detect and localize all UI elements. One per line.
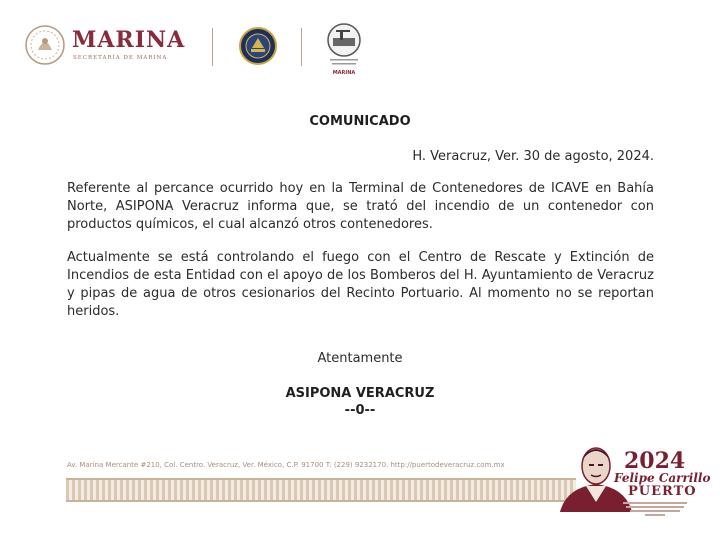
document-title: COMUNICADO <box>309 114 411 129</box>
closing-line: Atentamente <box>317 351 403 366</box>
national-seal-icon <box>24 24 66 66</box>
divider <box>301 28 302 66</box>
signer-name: ASIPONA VERACRUZ <box>285 386 435 401</box>
brand-title: MARINA <box>72 27 186 53</box>
port-authority-emblem-icon <box>324 22 364 78</box>
date-line: H. Veracruz, Ver. 30 de agosto, 2024. <box>412 149 654 164</box>
footer-fine-print <box>620 500 690 518</box>
body-paragraph-1: Referente al percance ocurrido hoy en la Terminal de Contenedores de ICAVE en Bahía Norte, ASIPONA Veracruz informa que, se trató del incendio de un contenedor con productos químicos, el cual alcanzó otros contenedores. <box>67 181 654 232</box>
decorative-band <box>66 478 576 502</box>
footer-year: 2024 <box>624 448 686 474</box>
letterhead <box>24 22 424 78</box>
divider <box>212 28 213 66</box>
footer-puerto: PUERTO <box>628 484 697 499</box>
body-paragraph-2: Actualmente se está controlando el fuego con el Centro de Rescate y Extinción de Incendios de esta Entidad con el apoyo de los Bomberos del H. Ayuntamiento de Veracruz y pipas de agua de otros cesionarios del Recinto Portuario. Al momento no se reportan heridos. <box>67 250 654 319</box>
end-marker: --0-- <box>344 403 376 418</box>
naval-emblem-icon <box>238 26 278 66</box>
footer-address: Av. Marina Mercante #210, Col. Centro. Veracruz, Ver. México, C.P. 91700 T: (229) 9232170. http://puertodeveracruz.com.mx <box>67 461 505 469</box>
emblem-caption: MARINA <box>332 70 356 76</box>
footer-name: Felipe Carrillo <box>614 471 711 485</box>
brand-subtitle: SECRETARÍA DE MARINA <box>73 55 168 61</box>
